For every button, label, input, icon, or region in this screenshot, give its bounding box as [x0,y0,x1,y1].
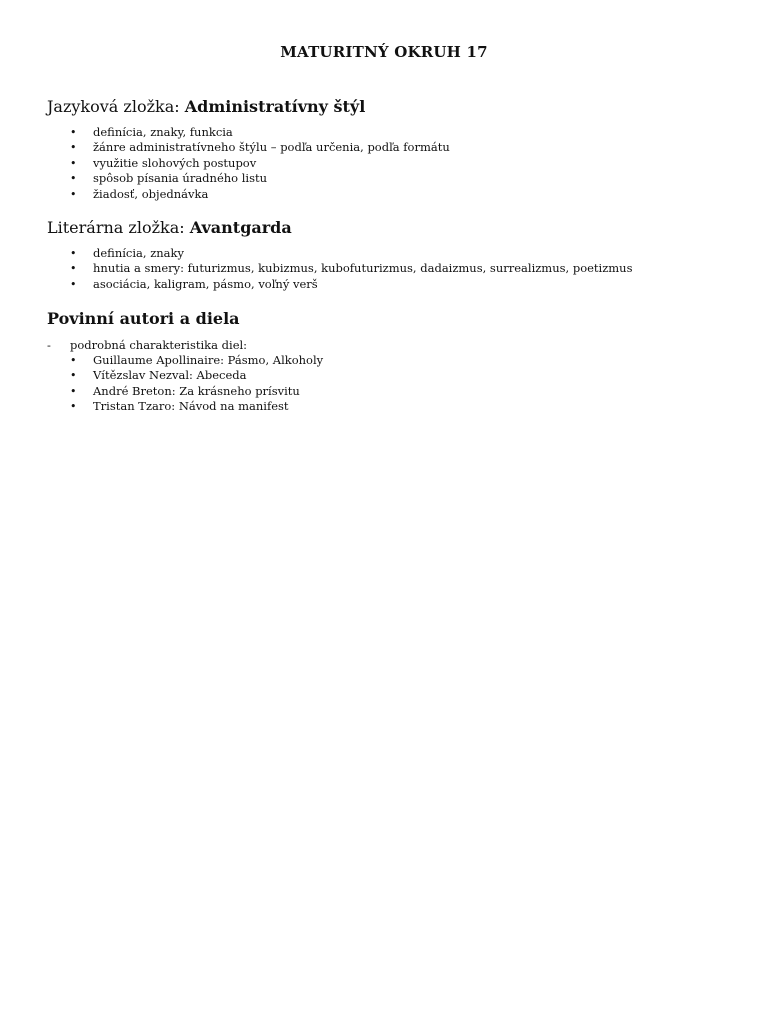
bullet-icon: • [70,262,77,276]
bullet-icon: • [70,400,77,414]
list-item: • hnutia a smery: futurizmus, kubizmus, kubofuturizmus, dadaizmus, surrealizmus, poetizmus [70,261,633,276]
list-item: • Tristan Tzaro: Návod na manifest [70,399,289,414]
section-heading-language [47,97,365,116]
section-heading-authors: Povinní autori a diela [47,309,240,328]
list-item: • žánre administratívneho štýlu – podľa určenia, podľa formátu [70,140,450,155]
list-item: • definícia, znaky [70,246,184,260]
bullet-icon: • [70,126,77,139]
bullet-icon: • [70,156,77,170]
list-item: • Guillaume Apollinaire: Pásmo, Alkoholy [70,353,324,367]
list-item: • asociácia, kaligram, pásmo, voľný verš [70,276,318,291]
literature-topics-list [0,246,633,292]
dash-marker: - [47,338,51,352]
language-topics-list [0,125,450,202]
section-heading-literature [47,218,292,237]
section-label: Literárna zložka: [47,218,190,237]
bullet-icon: • [70,384,77,398]
list-item: • André Breton: Za krásneho prísvitu [70,383,300,398]
bullet-icon: • [70,187,77,201]
list-item: • využitie slohových postupov [70,155,257,170]
intro-text: podrobná charakteristika diel: [70,338,248,352]
list-item: • spôsob písania úradného listu [70,171,268,186]
bullet-icon: • [70,277,77,291]
authors-works-list [0,353,323,415]
bullet-icon: • [70,141,77,155]
section-topic: Avantgarda [189,218,292,237]
authors-intro [47,338,247,353]
bullet-icon: • [70,369,77,383]
list-item: • Vítězslav Nezval: Abeceda [70,368,247,383]
section-label: Jazyková zložka: [47,97,185,116]
page-title: MATURITNÝ OKRUH 17 [280,43,488,61]
bullet-icon: • [70,172,77,186]
list-item: • žiadosť, objednávka [70,186,209,201]
list-item: • definícia, znaky, funkcia [70,125,233,139]
section-topic: Administratívny štýl [184,97,366,116]
bullet-icon: • [70,354,77,367]
bullet-icon: • [70,247,77,260]
